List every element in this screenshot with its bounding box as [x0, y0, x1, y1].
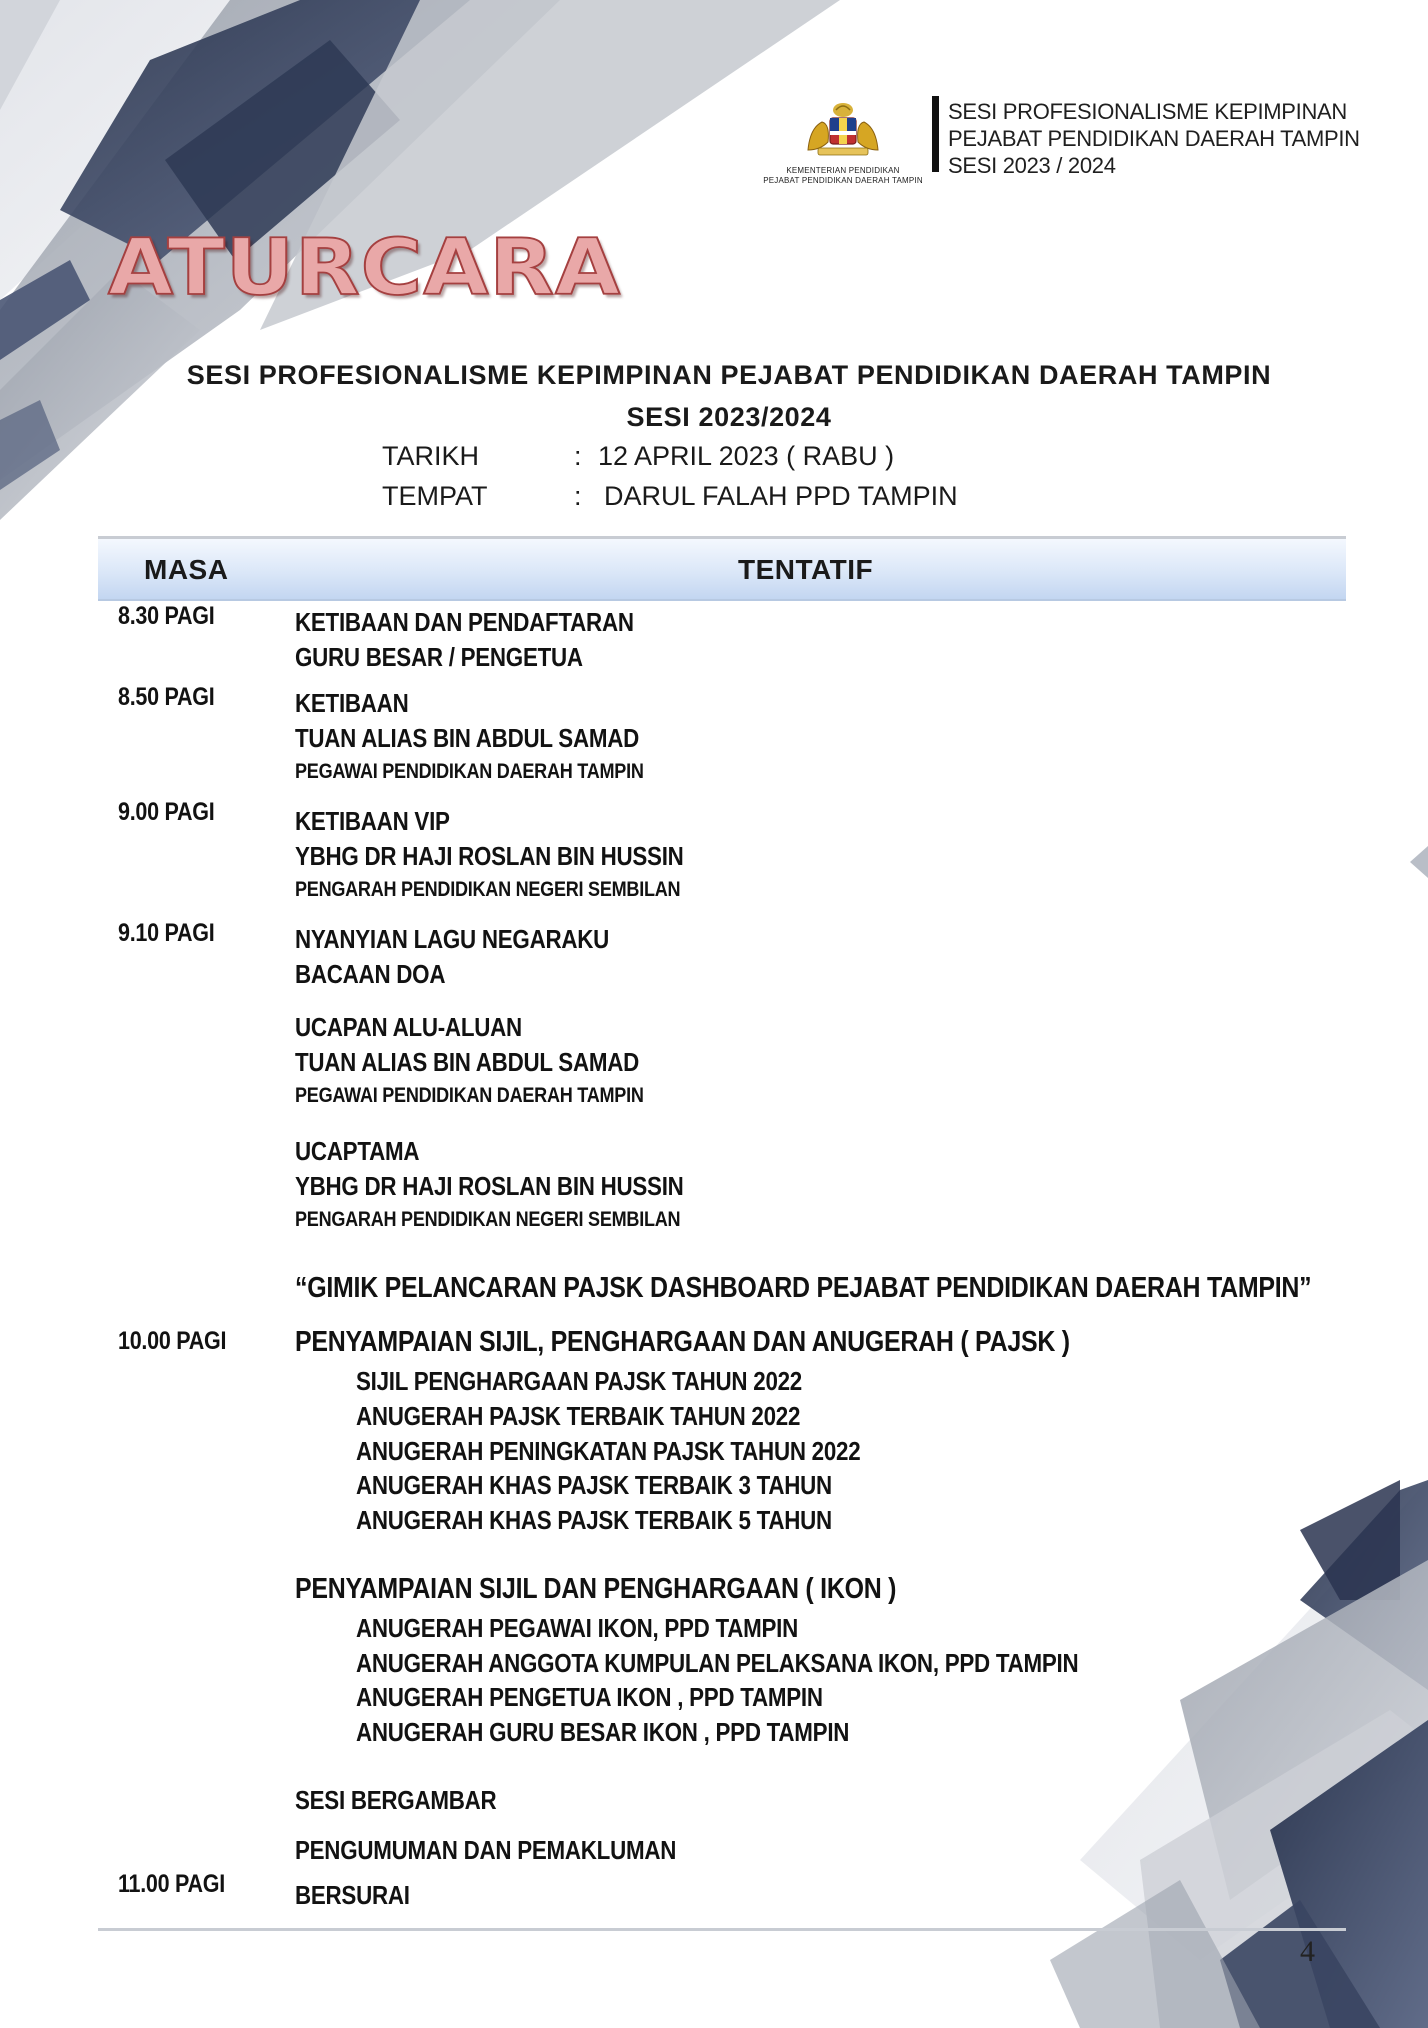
event-line: TUAN ALIAS BIN ABDUL SAMAD — [295, 1047, 639, 1077]
award-item: ANUGERAH PENGETUA IKON , PPD TAMPIN — [356, 1682, 823, 1712]
award-item: ANUGERAH GURU BESAR IKON , PPD TAMPIN — [356, 1717, 850, 1747]
event-line: YBHG DR HAJI ROSLAN BIN HUSSIN — [295, 841, 684, 871]
venue-label: TEMPAT — [382, 481, 488, 511]
title-line-1: SESI PROFESIONALISME KEPIMPINAN PEJABAT PENDIDIKAN DAERAH TAMPIN — [186, 360, 1272, 390]
title-line-2: SESI 2023/2024 — [626, 402, 832, 432]
date-colon: : — [574, 441, 582, 471]
event-line: BERSURAI — [295, 1880, 410, 1910]
award-item: ANUGERAH KHAS PAJSK TERBAIK 3 TAHUN — [356, 1470, 832, 1500]
time-slot: 11.00 PAGI — [118, 1870, 225, 1898]
award-item: ANUGERAH KHAS PAJSK TERBAIK 5 TAHUN — [356, 1505, 832, 1535]
event-line: GURU BESAR / PENGETUA — [295, 642, 583, 672]
time-slot: 9.00 PAGI — [118, 798, 215, 826]
date-value: 12 APRIL 2023 ( RABU ) — [598, 441, 895, 471]
award-item: ANUGERAH PAJSK TERBAIK TAHUN 2022 — [356, 1401, 801, 1431]
event-line: KETIBAAN DAN PENDAFTARAN — [295, 607, 634, 637]
event-subline: PEGAWAI PENDIDIKAN DAERAH TAMPIN — [295, 1084, 644, 1107]
header-line-3: SESI 2023 / 2024 — [948, 153, 1116, 178]
time-slot: 8.50 PAGI — [118, 683, 215, 711]
column-header-event: TENTATIF — [738, 554, 874, 585]
column-header-time: MASA — [144, 554, 229, 585]
event-line: PENGUMUMAN DAN PEMAKLUMAN — [295, 1835, 677, 1865]
event-line: PENYAMPAIAN SIJIL, PENGHARGAAN DAN ANUGERAH ( PAJSK ) — [295, 1326, 1070, 1358]
event-line: UCAPAN ALU-ALUAN — [295, 1012, 522, 1042]
event-line: KETIBAAN — [295, 688, 409, 718]
award-item: ANUGERAH PENINGKATAN PAJSK TAHUN 2022 — [356, 1436, 861, 1466]
award-item: ANUGERAH ANGGOTA KUMPULAN PELAKSANA IKON, PPD TAMPIN — [356, 1648, 1079, 1678]
event-line: KETIBAAN VIP — [295, 806, 450, 836]
crest-caption-line-1: KEMENTERIAN PENDIDIKAN — [786, 166, 900, 175]
event-line: SESI BERGAMBAR — [295, 1785, 497, 1815]
time-slot: 9.10 PAGI — [118, 919, 215, 947]
award-item: ANUGERAH PEGAWAI IKON, PPD TAMPIN — [356, 1613, 799, 1643]
page-number: 4 — [1300, 1935, 1315, 1968]
venue-value: DARUL FALAH PPD TAMPIN — [604, 481, 958, 511]
event-highlight: “GIMIK PELANCARAN PAJSK DASHBOARD PEJABAT PENDIDIKAN DAERAH TAMPIN” — [295, 1272, 1312, 1304]
event-line: UCAPTAMA — [295, 1136, 420, 1166]
table-bottom-rule — [98, 1928, 1346, 1931]
crest-caption-line-2: PEJABAT PENDIDIKAN DAERAH TAMPIN — [763, 176, 923, 185]
award-item: SIJIL PENGHARGAAN PAJSK TAHUN 2022 — [356, 1366, 802, 1396]
event-subline: PENGARAH PENDIDIKAN NEGERI SEMBILAN — [295, 878, 681, 901]
header-line-1: SESI PROFESIONALISME KEPIMPINAN — [948, 99, 1348, 124]
time-slot: 8.30 PAGI — [118, 602, 215, 630]
header-line-2: PEJABAT PENDIDIKAN DAERAH TAMPIN — [948, 126, 1360, 151]
event-subline: PENGARAH PENDIDIKAN NEGERI SEMBILAN — [295, 1208, 681, 1231]
event-subline: PEGAWAI PENDIDIKAN DAERAH TAMPIN — [295, 760, 644, 783]
venue-colon: : — [574, 481, 582, 511]
time-slot: 10.00 PAGI — [118, 1327, 227, 1355]
banner-title: ATURCARA — [108, 222, 622, 313]
event-line: TUAN ALIAS BIN ABDUL SAMAD — [295, 723, 639, 753]
event-line: NYANYIAN LAGU NEGARAKU — [295, 924, 610, 954]
date-label: TARIKH — [382, 441, 480, 471]
event-line: YBHG DR HAJI ROSLAN BIN HUSSIN — [295, 1171, 684, 1201]
event-line: PENYAMPAIAN SIJIL DAN PENGHARGAAN ( IKON ) — [295, 1573, 897, 1605]
event-line: BACAAN DOA — [295, 959, 446, 989]
